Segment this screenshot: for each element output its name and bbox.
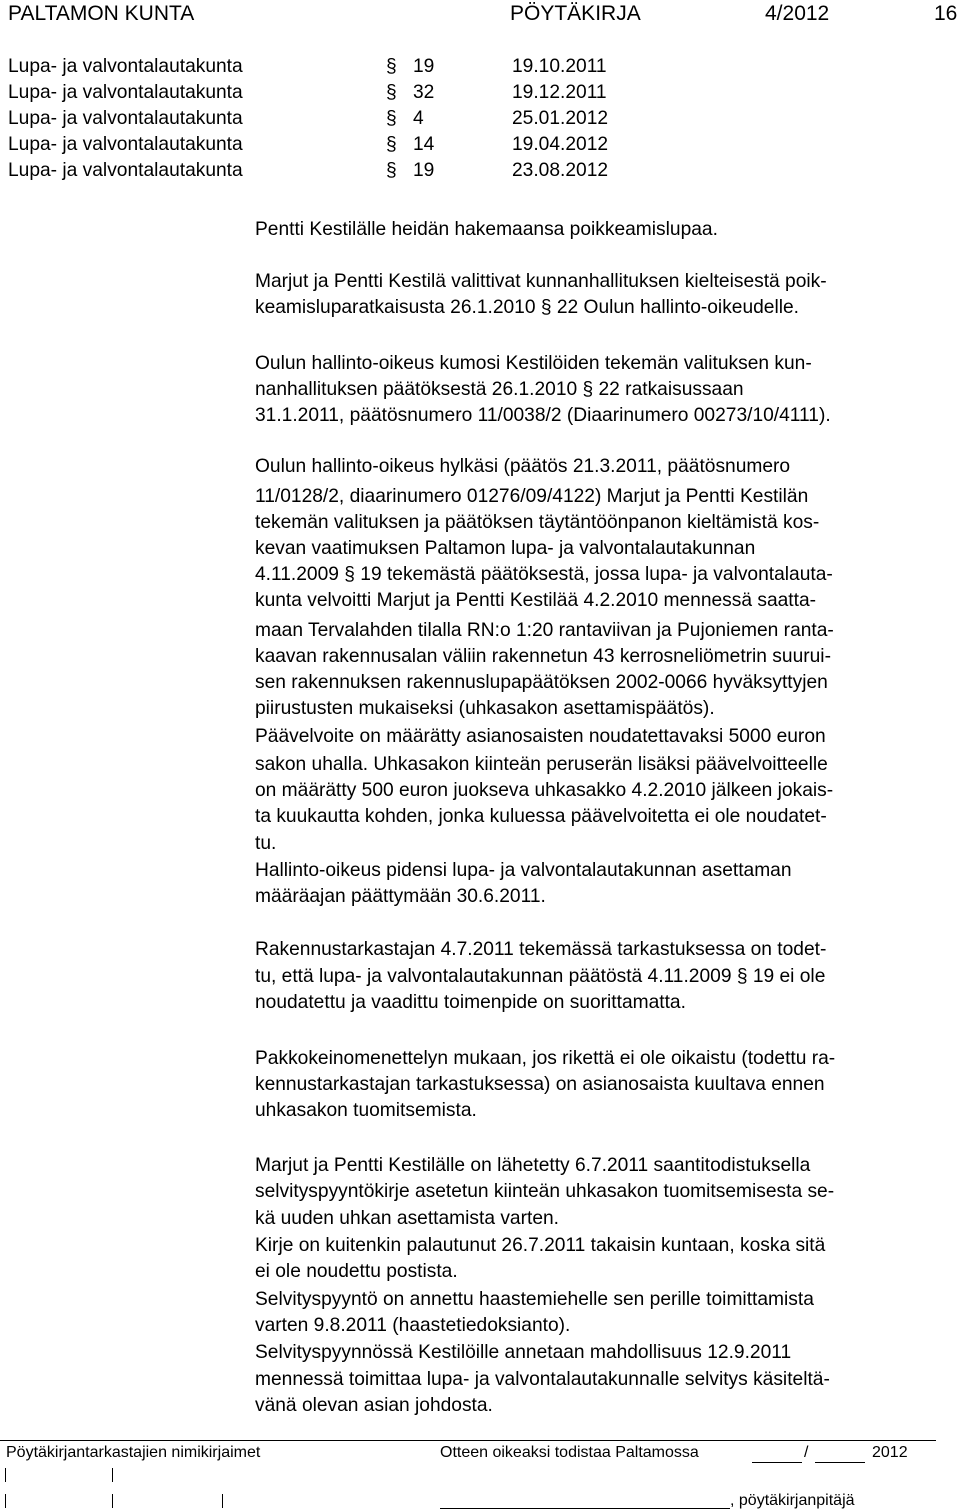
body-line: Oulun hallinto-oikeus hylkäsi (päätös 21.3.2011, päätösnumero: [255, 456, 791, 477]
committee-name: Lupa- ja valvontalautakunta: [8, 56, 243, 77]
body-line: 4.11.2009 § 19 tekemästä päätöksestä, jossa lupa- ja valvontalauta-: [255, 564, 833, 585]
body-line: Marjut ja Pentti Kestilälle on lähetetty 6.7.2011 saantitodistuksella: [255, 1155, 811, 1176]
signature-line: [440, 1508, 730, 1509]
meeting-date: 19.04.2012: [512, 134, 609, 155]
section-number: 32: [413, 82, 435, 103]
body-line: kaavan rakennusalan väliin rakennetun 43 kerrosneliömetrin suurui-: [255, 646, 831, 667]
date-slash: /: [804, 1444, 809, 1461]
body-line: selvityspyyntökirje asetetun kiinteän uhkasakon tuomitsemisesta se-: [255, 1181, 835, 1202]
body-line: piirustusten mukaiseksi (uhkasakon asettamispäätös).: [255, 698, 715, 719]
initials-box-divider: [112, 1494, 113, 1508]
committee-name: Lupa- ja valvontalautakunta: [8, 82, 243, 103]
section-number: 19: [413, 160, 435, 181]
body-line: ei ole noudettu postista.: [255, 1261, 458, 1282]
body-line: kunta velvoitti Marjut ja Pentti Kestilää 4.2.2010 mennessä saatta-: [255, 590, 817, 611]
organization-name: PALTAMON KUNTA: [8, 2, 195, 25]
initials-box-divider: [5, 1494, 6, 1508]
meeting-date: 25.01.2012: [512, 108, 609, 129]
body-line: Kirje on kuitenkin palautunut 26.7.2011 takaisin kuntaan, koska sitä: [255, 1235, 826, 1256]
page-number: 16: [934, 2, 958, 25]
body-line: sen rakennuksen rakennuslupapäätöksen 2002-0066 hyväksyttyjen: [255, 672, 828, 693]
body-line: Pakkokeinomenettelyn mukaan, jos rikettä ei ole oikaistu (todettu ra-: [255, 1048, 836, 1069]
committee-name: Lupa- ja valvontalautakunta: [8, 108, 243, 129]
body-line: nanhallituksen päätöksestä 26.1.2010 § 22 ratkaisussaan: [255, 379, 744, 400]
body-line: kennustarkastajan tarkastuksessa) on asianosaista kuultava ennen: [255, 1074, 825, 1095]
document-number: 4/2012: [765, 2, 830, 25]
body-line: vänä olevan asian johdosta.: [255, 1395, 493, 1416]
body-line: Selvityspyynnössä Kestilöille annetaan mahdollisuus 12.9.2011: [255, 1342, 792, 1363]
body-line: ta kuukautta kohden, jonka kuluessa päävelvoitetta ei ole noudatet-: [255, 806, 827, 827]
section-sign: §: [386, 134, 397, 155]
secretary-title: , pöytäkirjanpitäjä: [730, 1492, 855, 1509]
body-line: on määrätty 500 euron juokseva uhkasakko 4.2.2010 jälkeen jokais-: [255, 780, 834, 801]
body-line: Selvityspyyntö on annettu haastemiehelle sen perille toimittamista: [255, 1289, 814, 1310]
body-line: 31.1.2011, päätösnumero 11/0038/2 (Diaarinumero 00273/10/4111).: [255, 405, 831, 426]
month-blank: [815, 1462, 865, 1463]
day-month-blank: [752, 1462, 802, 1463]
meeting-date: 19.10.2011: [512, 56, 607, 77]
body-line: 11/0128/2, diaarinumero 01276/09/4122) Marjut ja Pentti Kestilän: [255, 486, 809, 507]
body-line: varten 9.8.2011 (haastetiedoksianto).: [255, 1315, 571, 1336]
certification-year: 2012: [872, 1444, 908, 1461]
body-line: kä uuden uhkan asettamista varten.: [255, 1208, 559, 1229]
certification-label: Otteen oikeaksi todistaa Paltamossa: [440, 1444, 699, 1461]
section-number: 14: [413, 134, 435, 155]
initials-box-divider: [112, 1468, 113, 1482]
section-sign: §: [386, 56, 397, 77]
body-line: noudatettu ja vaadittu toimenpide on suorittamatta.: [255, 992, 686, 1013]
body-line: Rakennustarkastajan 4.7.2011 tekemässä tarkastuksessa on todet-: [255, 939, 827, 960]
meeting-date: 19.12.2011: [512, 82, 607, 103]
body-line: mennessä toimittaa lupa- ja valvontalautakunnalle selvitys käsiteltä-: [255, 1369, 830, 1390]
committee-name: Lupa- ja valvontalautakunta: [8, 134, 243, 155]
footer-divider: [0, 1440, 936, 1441]
committee-name: Lupa- ja valvontalautakunta: [8, 160, 243, 181]
section-number: 19: [413, 56, 435, 77]
body-line: Päävelvoite on määrätty asianosaisten noudatettavaksi 5000 euron: [255, 726, 826, 747]
initials-box-divider: [5, 1468, 6, 1482]
body-line: keamisluparatkaisusta 26.1.2010 § 22 Oulun hallinto-oikeudelle.: [255, 297, 799, 318]
section-sign: §: [386, 108, 397, 129]
body-line: Hallinto-oikeus pidensi lupa- ja valvontalautakunnan asettaman: [255, 860, 792, 881]
section-sign: §: [386, 160, 397, 181]
body-line: tekemän valituksen ja päätöksen täytäntöönpanon kieltämistä kos-: [255, 512, 820, 533]
body-line: Oulun hallinto-oikeus kumosi Kestilöiden tekemän valituksen kun-: [255, 353, 812, 374]
body-line: määräajan päättymään 30.6.2011.: [255, 886, 546, 907]
body-line: uhkasakon tuomitsemista.: [255, 1100, 477, 1121]
initials-box-divider: [222, 1494, 223, 1508]
section-sign: §: [386, 82, 397, 103]
section-number: 4: [413, 108, 424, 129]
meeting-date: 23.08.2012: [512, 160, 609, 181]
body-line: kevan vaatimuksen Paltamon lupa- ja valvontalautakunnan: [255, 538, 756, 559]
body-line: tu.: [255, 833, 277, 854]
body-line: Marjut ja Pentti Kestilä valittivat kunnanhallituksen kielteisestä poik-: [255, 271, 827, 292]
body-line: tu, että lupa- ja valvontalautakunnan päätöstä 4.11.2009 § 19 ei ole: [255, 966, 826, 987]
page-footer: [0, 1440, 960, 1512]
body-line: sakon uhalla. Uhkasakon kiinteän peruserän lisäksi päävelvoitteelle: [255, 754, 828, 775]
body-line: Pentti Kestilälle heidän hakemaansa poikkeamislupaa.: [255, 219, 718, 240]
body-line: maan Tervalahden tilalla RN:o 1:20 rantaviivan ja Pujoniemen ranta-: [255, 620, 834, 641]
document-type: PÖYTÄKIRJA: [510, 2, 641, 25]
inspectors-initials-label: Pöytäkirjantarkastajien nimikirjaimet: [6, 1444, 261, 1461]
